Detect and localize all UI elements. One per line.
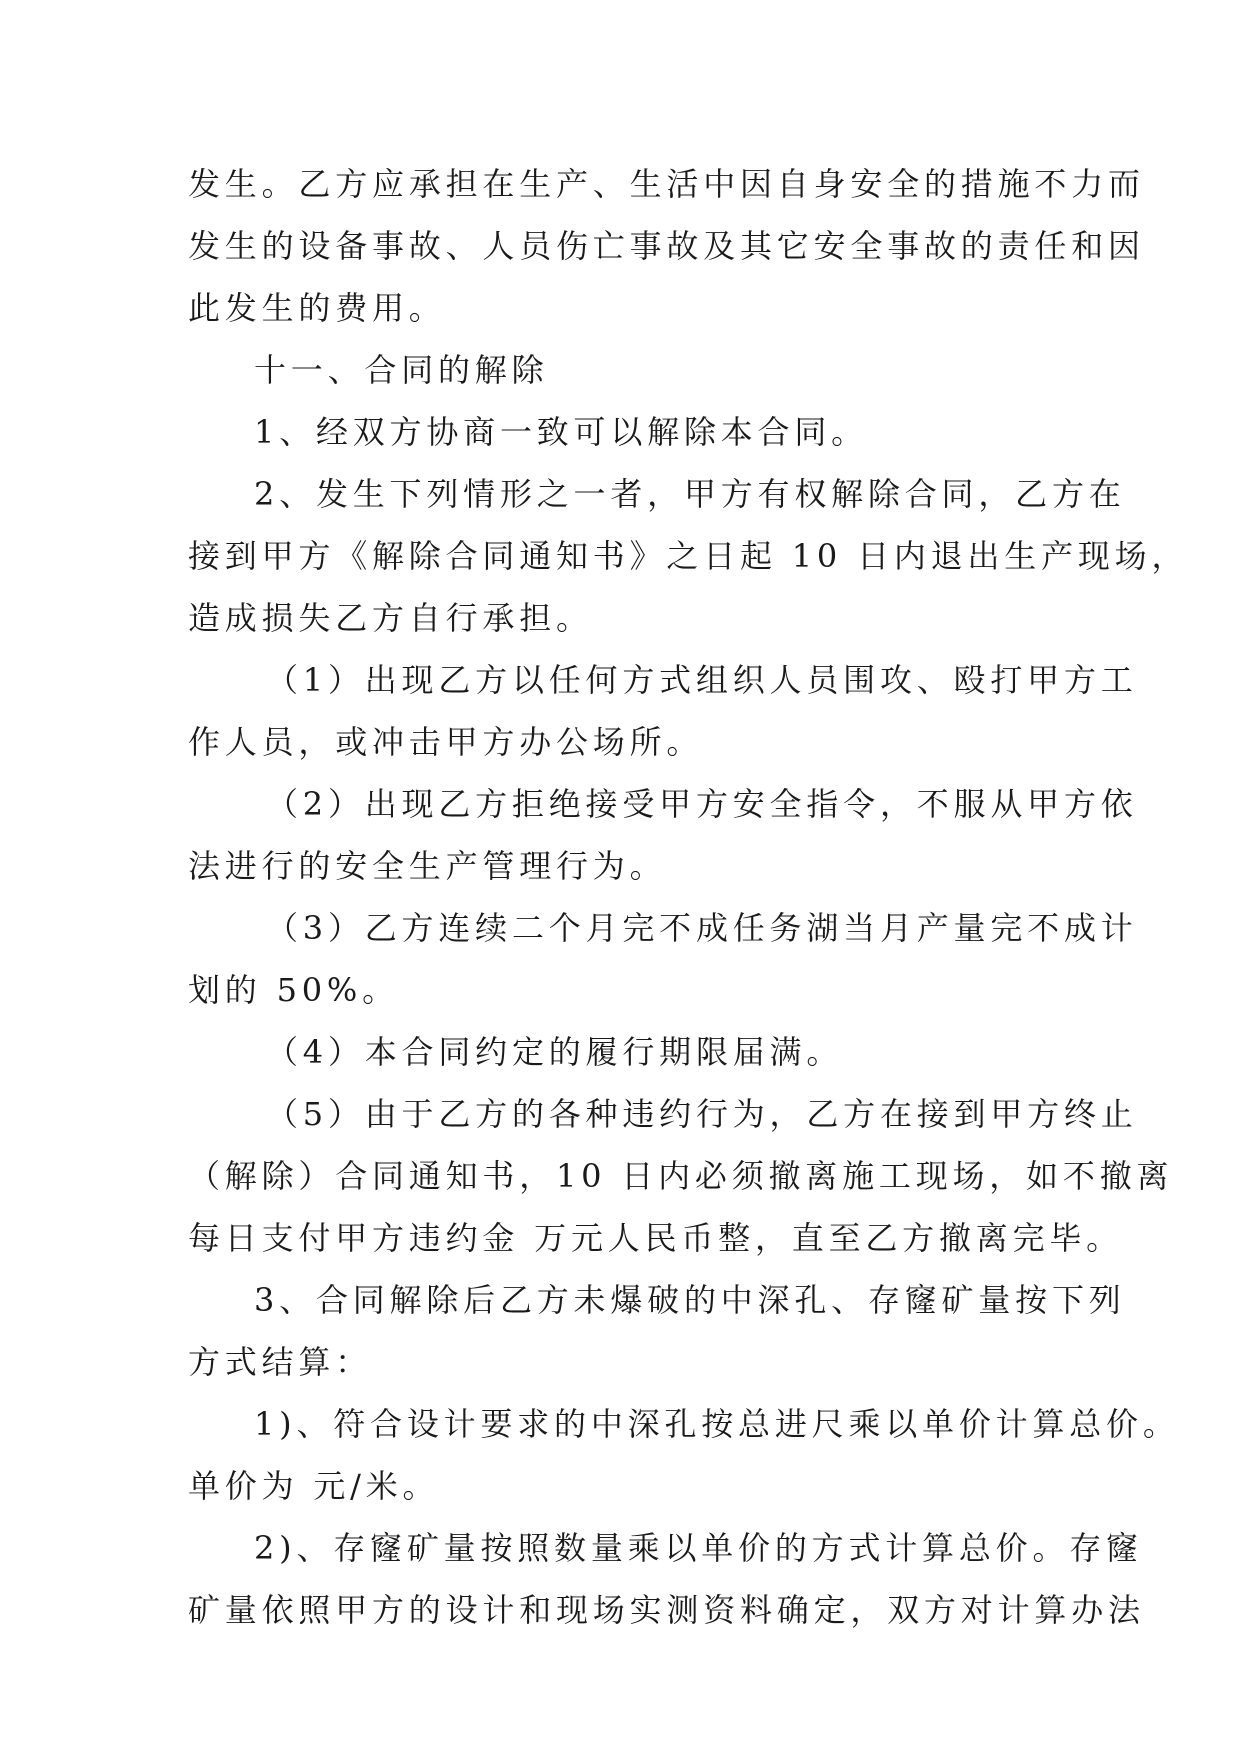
clause-item: 3、合同解除后乙方未爆破的中深孔、存窿矿量按下列 <box>254 1281 1126 1319</box>
text-line: （解除）合同通知书，10 日内必须撤离施工现场，如不撤离 <box>188 1157 1174 1195</box>
section-heading: 十一、合同的解除 <box>254 351 549 389</box>
document-body <box>188 153 1189 1641</box>
sub-clause-item: （4）本合同约定的履行期限届满。 <box>266 1033 844 1071</box>
text-line: 发生。乙方应承担在生产、生活中因自身安全的措施不力而 <box>188 165 1145 203</box>
text-line: 作人员，或冲击甲方办公场所。 <box>188 723 704 761</box>
text-line: 造成损失乙方自行承担。 <box>188 599 593 637</box>
text-line: 法进行的安全生产管理行为。 <box>188 847 667 885</box>
sub-clause-item: （3）乙方连续二个月完不成任务湖当月产量完不成计 <box>266 909 1138 947</box>
sub-clause-item: （5）由于乙方的各种违约行为，乙方在接到甲方终止 <box>266 1095 1138 1133</box>
text-line: 每日支付甲方违约金 万元人民币整，直至乙方撤离完毕。 <box>188 1219 1123 1257</box>
settlement-item: 2)、存窿矿量按照数量乘以单价的方式计算总价。存窿 <box>254 1529 1143 1567</box>
sub-clause-item: （2）出现乙方拒绝接受甲方安全指令，不服从甲方依 <box>266 785 1138 823</box>
text-line: 单价为 元/米。 <box>188 1467 440 1505</box>
text-line: 划的 50%。 <box>188 971 399 1009</box>
settlement-item: 1)、符合设计要求的中深孔按总进尺乘以单价计算总价。 <box>254 1405 1180 1443</box>
text-line: 接到甲方《解除合同通知书》之日起 10 日内退出生产现场， <box>188 537 1189 575</box>
sub-clause-item: （1）出现乙方以任何方式组织人员围攻、殴打甲方工 <box>266 661 1138 699</box>
clause-item: 2、发生下列情形之一者，甲方有权解除合同，乙方在 <box>254 475 1126 513</box>
text-line: 此发生的费用。 <box>188 289 446 327</box>
text-line: 矿量依照甲方的设计和现场实测资料确定，双方对计算办法 <box>188 1591 1145 1629</box>
text-line: 方式结算： <box>188 1343 373 1381</box>
text-line: 发生的设备事故、人员伤亡事故及其它安全事故的责任和因 <box>188 227 1145 265</box>
clause-item: 1、经双方协商一致可以解除本合同。 <box>254 413 868 451</box>
